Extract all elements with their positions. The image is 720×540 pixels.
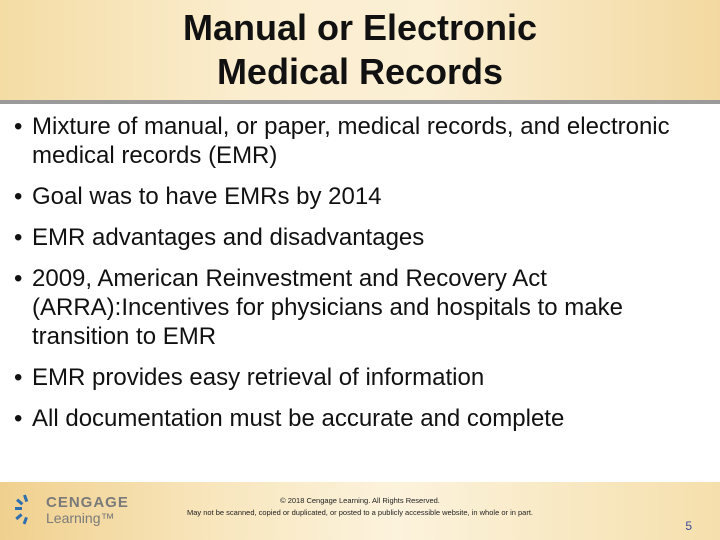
bullet-text: EMR advantages and disadvantages [32,224,425,251]
page-number: 5 [685,519,692,533]
bullet-text: 2009, American Reinvestment and Recovery Act (ARRA):Incentives for physicians and hospitals to make transition to EMR [32,265,623,350]
logo-text-learning: Learning™ [46,510,115,526]
cengage-logo-icon [14,493,40,527]
bullet-marker: • [14,113,23,140]
slide-title-line-2: Medical Records [216,51,504,92]
slide-title-line-1: Manual or Electronic [182,7,538,48]
bullet-text: All documentation must be accurate and complete [32,405,565,432]
bullet-marker: • [14,265,23,292]
bullet-marker: • [14,364,23,391]
bullet-list [14,112,704,445]
cengage-logo [14,491,134,531]
title-divider [0,100,720,104]
logo-text-cengage: CENGAGE [46,494,129,511]
bullet-text: Mixture of manual, or paper, medical records, and electronic medical records (EMR) [32,113,670,169]
bullet-marker: • [14,183,23,210]
copyright-notice [120,495,600,519]
bullet-item [14,223,704,252]
bullet-marker: • [14,224,23,251]
bullet-marker: • [14,405,23,432]
bullet-item [14,112,704,170]
bullet-text: Goal was to have EMRs by 2014 [32,183,382,210]
slide-title [0,6,720,94]
copyright-line-1: © 2018 Cengage Learning. All Rights Reserved. [280,496,440,505]
copyright-line-2: May not be scanned, copied or duplicated, or posted to a publicly accessible website, in whole or in part. [186,508,534,517]
bullet-item [14,363,704,392]
bullet-item [14,182,704,211]
bullet-item [14,264,704,351]
bullet-text: EMR provides easy retrieval of information [32,364,485,391]
bullet-item [14,404,704,433]
